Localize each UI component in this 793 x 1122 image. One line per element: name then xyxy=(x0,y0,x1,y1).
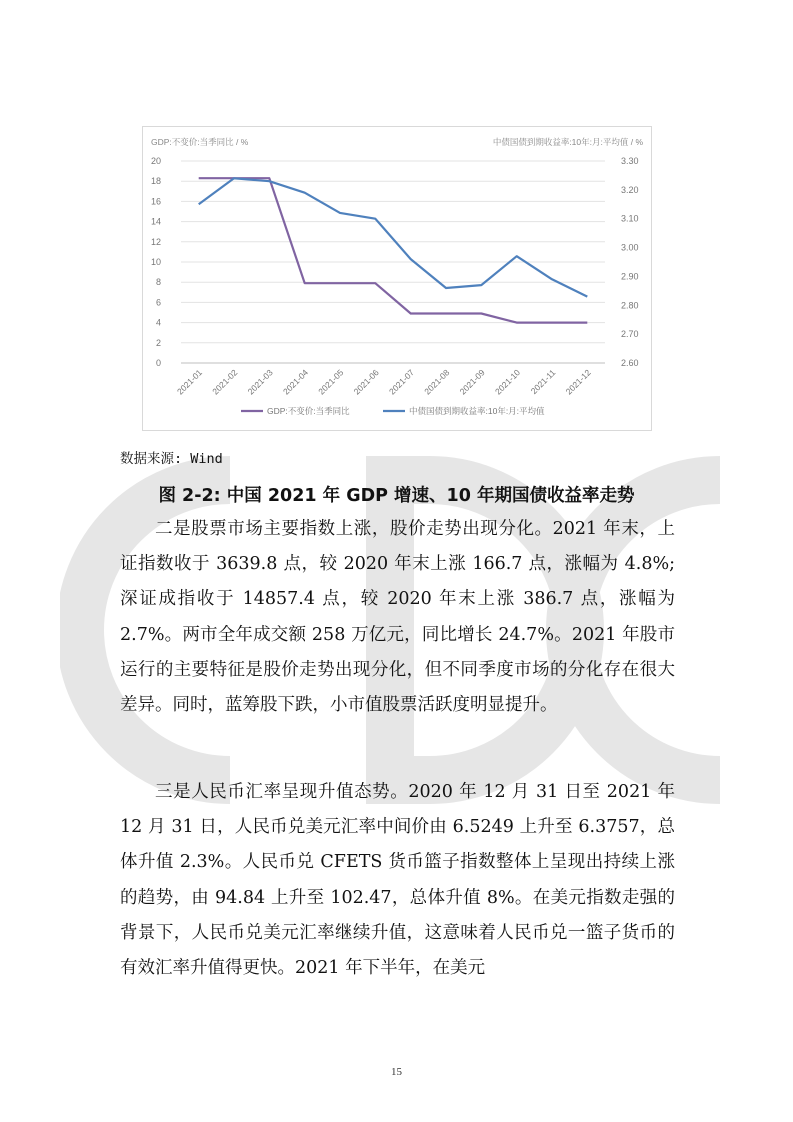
paragraph-exchange-rate: 三是人民币汇率呈现升值态势。2020 年 12 月 31 日至 2021 年 12 月 31 日，人民币兑美元汇率中间价由 6.5249 上升至 6.3757，总体升值 2.3%。人民币兑 CFETS 货币篮子指数整体上呈现出持续上涨的趋势，由 94.84 上升至 102.47，总体升值 8%。在美元指数走强的背景下，人民币兑美元汇率继续升值，这意味着人民币兑一篮子货币的有效汇率升值得更快。2021 年下半年，在美元 xyxy=(120,782,675,979)
x-tick-label: 2021-10 xyxy=(492,367,523,397)
legend-label-gdp: GDP:不变价:当季同比 xyxy=(267,406,350,416)
x-tick-label: 2021-07 xyxy=(386,367,417,397)
x-tick-label: 2021-12 xyxy=(563,367,593,397)
x-tick-label: 2021-04 xyxy=(280,367,311,397)
x-tick-label: 2021-02 xyxy=(210,367,240,397)
left-tick-label: 18 xyxy=(150,176,161,187)
gdp-bond-yield-chart xyxy=(142,126,652,431)
right-tick-label: 2.60 xyxy=(621,358,639,368)
page-number: 15 xyxy=(391,1066,402,1078)
figure-caption: 图 2-2: 中国 2021 年 GDP 增速、10 年期国债收益率走势 xyxy=(158,486,635,506)
left-tick-label: 20 xyxy=(150,156,161,166)
right-tick-label: 2.90 xyxy=(621,271,639,282)
x-tick-label: 2021-11 xyxy=(528,367,558,397)
left-tick-label: 0 xyxy=(155,358,161,368)
right-tick-label: 3.10 xyxy=(621,213,639,224)
legend-label-bond: 中债国债到期收益率:10年:月:平均值 xyxy=(409,406,545,416)
right-tick-label: 3.00 xyxy=(621,242,639,253)
right-tick-label: 2.80 xyxy=(621,300,639,311)
right-tick-label: 3.20 xyxy=(621,184,639,195)
right-axis-title: 中债国债到期收益率:10年:月:平均值 / % xyxy=(492,137,643,147)
paragraph-stock-market: 二是股票市场主要指数上涨，股价走势出现分化。2021 年末，上证指数收于 3639.8 点，较 2020 年末上涨 166.7 点，涨幅为 4.8%; 深证成指收于 14857.4 点，较 2020 年末上涨 386.7 点，涨幅为 2.7%。两市全年成交额 258 万亿元，同比增长 24.7%。2021 年股市运行的主要特征是股价走势出现分化，但不同季度市场的分化存在很大差异。同时，蓝筹股下跌，小市值股票活跃度明显提升。 xyxy=(120,519,675,716)
left-tick-label: 8 xyxy=(155,277,161,288)
right-tick-label: 2.70 xyxy=(621,329,639,340)
x-tick-label: 2021-05 xyxy=(316,367,346,397)
x-tick-label: 2021-03 xyxy=(245,367,275,397)
data-source: 数据来源: Wind xyxy=(120,451,223,467)
left-tick-label: 10 xyxy=(150,257,161,267)
x-tick-label: 2021-08 xyxy=(422,367,452,397)
chart-svg xyxy=(143,127,651,430)
gdp-series-line xyxy=(199,178,588,322)
left-tick-label: 14 xyxy=(150,216,161,227)
right-tick-label: 3.30 xyxy=(621,156,639,166)
left-tick-label: 12 xyxy=(150,236,161,247)
x-tick-label: 2021-09 xyxy=(457,367,487,397)
x-tick-label: 2021-06 xyxy=(351,367,381,397)
x-tick-label: 2021-01 xyxy=(174,367,205,397)
left-tick-label: 2 xyxy=(155,337,161,348)
bond-yield-series-line xyxy=(199,178,588,296)
left-tick-label: 4 xyxy=(155,317,161,328)
left-axis-title: GDP:不变价:当季同比 / % xyxy=(151,137,249,147)
left-tick-label: 6 xyxy=(155,297,161,308)
left-tick-label: 16 xyxy=(150,196,161,207)
